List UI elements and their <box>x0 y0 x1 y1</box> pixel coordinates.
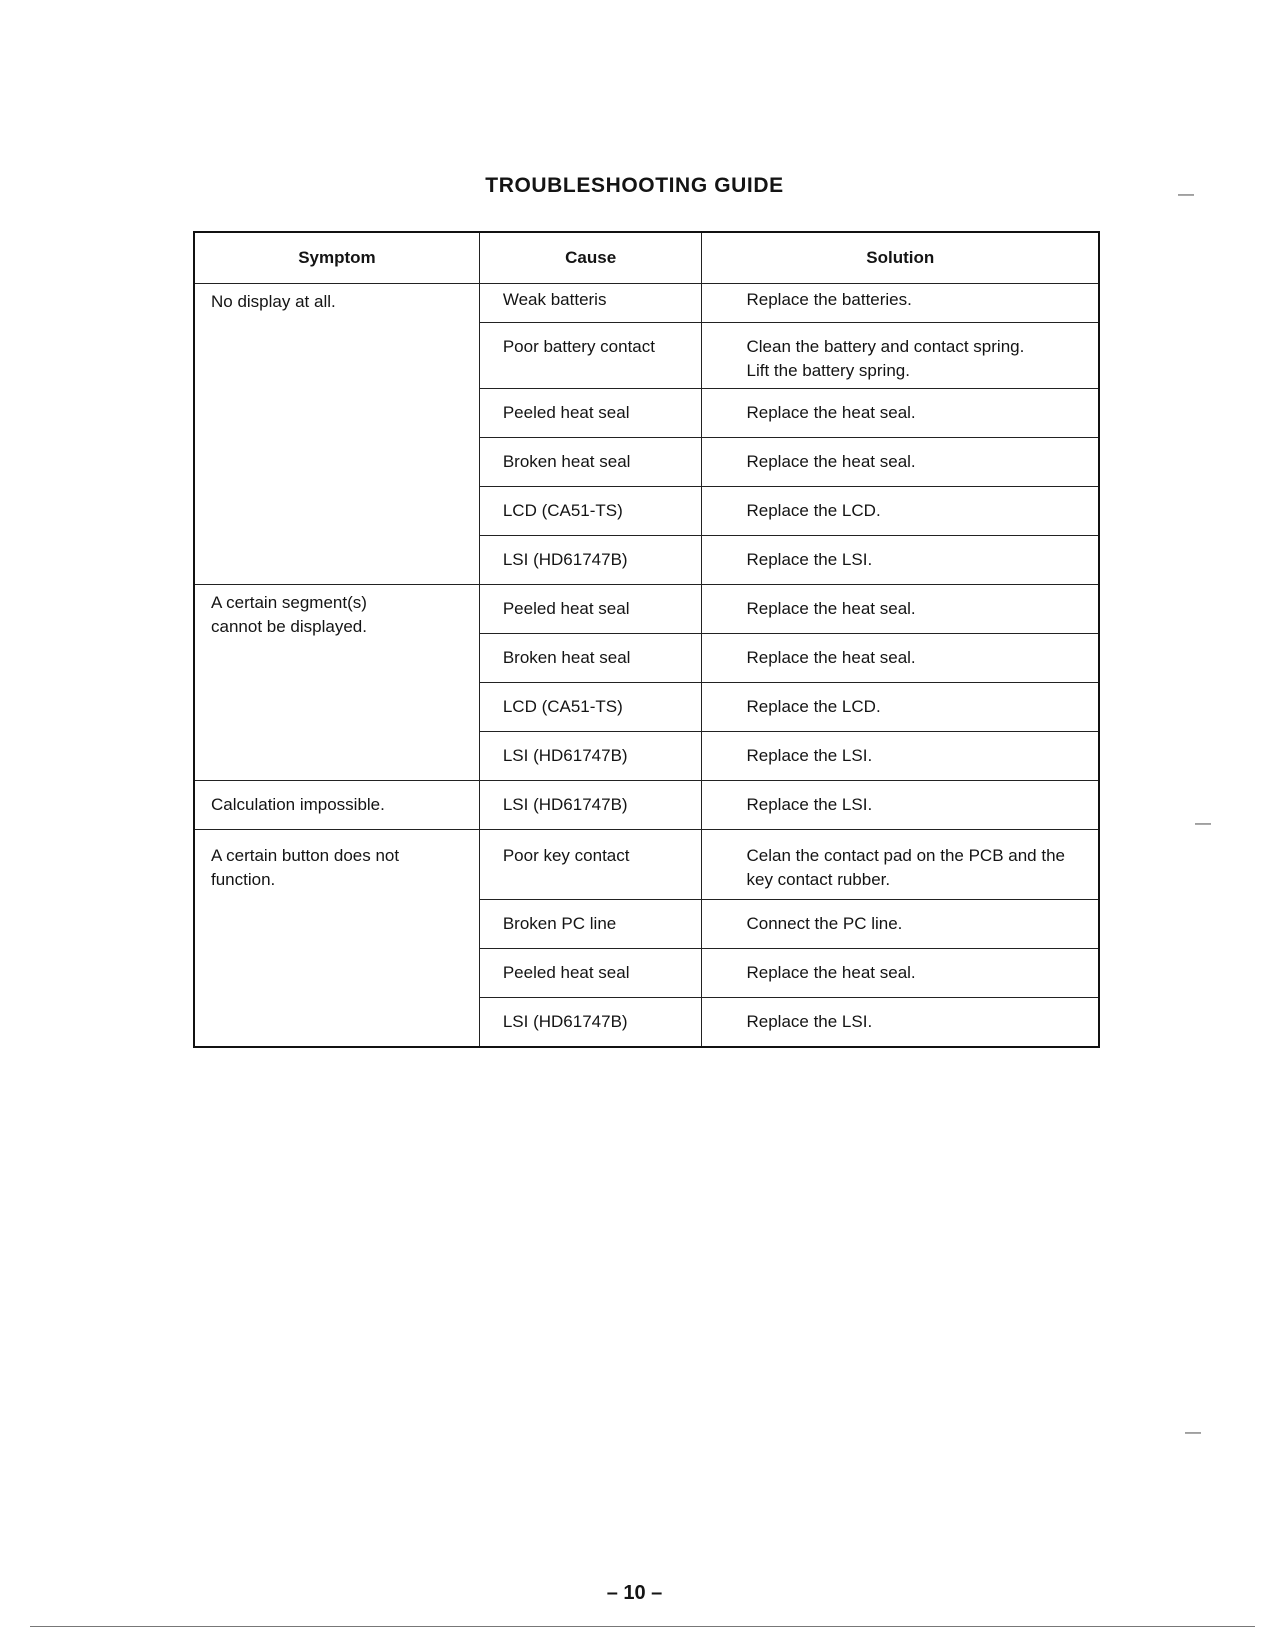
symptom-text: Calculation impossible. <box>211 795 385 814</box>
cause-cell: Poor battery contact <box>479 323 702 389</box>
table-row <box>194 830 1099 900</box>
page-title: TROUBLESHOOTING GUIDE <box>485 174 784 197</box>
cause-cell: Broken PC line <box>479 900 702 949</box>
column-header-symptom: Symptom <box>194 232 479 284</box>
column-header-cause: Cause <box>479 232 702 284</box>
cause-cell: LSI (HD61747B) <box>479 781 702 830</box>
solution-cell: Replace the LSI. <box>702 998 1099 1048</box>
solution-text: Clean the battery and contact spring. <box>746 337 1025 356</box>
solution-text: Celan the contact pad on the PCB and the <box>746 846 1065 865</box>
symptom-cell <box>194 284 479 585</box>
solution-cell: Connect the PC line. <box>702 900 1099 949</box>
solution-cell: Replace the LCD. <box>702 683 1099 732</box>
solution-text: key contact rubber. <box>746 870 891 889</box>
solution-text: Lift the battery spring. <box>746 361 910 380</box>
symptom-cell <box>194 781 479 830</box>
cause-cell: Peeled heat seal <box>479 949 702 998</box>
cause-cell: Broken heat seal <box>479 634 702 683</box>
symptom-cell <box>194 585 479 781</box>
symptom-cell <box>194 830 479 1048</box>
column-header-solution: Solution <box>702 232 1099 284</box>
table-row <box>194 284 1099 323</box>
symptom-text: A certain button does not <box>211 846 400 865</box>
solution-cell: Replace the LSI. <box>702 536 1099 585</box>
solution-cell <box>702 323 1099 389</box>
troubleshooting-table <box>193 231 1100 1048</box>
solution-cell: Replace the heat seal. <box>702 585 1099 634</box>
solution-cell <box>702 284 1099 323</box>
page-number: – 10 – <box>606 1582 663 1604</box>
table-header-row <box>194 232 1099 284</box>
symptom-text: function. <box>211 870 276 889</box>
solution-cell: Replace the heat seal. <box>702 949 1099 998</box>
solution-cell: Replace the heat seal. <box>702 634 1099 683</box>
solution-cell: Replace the heat seal. <box>702 438 1099 487</box>
solution-cell: Replace the LSI. <box>702 732 1099 781</box>
cause-cell: Peeled heat seal <box>479 389 702 438</box>
cause-cell: LSI (HD61747B) <box>479 732 702 781</box>
table-row <box>194 585 1099 634</box>
solution-cell: Replace the heat seal. <box>702 389 1099 438</box>
solution-cell: Replace the LSI. <box>702 781 1099 830</box>
cause-cell: LCD (CA51-TS) <box>479 487 702 536</box>
cause-cell: LSI (HD61747B) <box>479 536 702 585</box>
scan-mark-decoration: — <box>1185 1424 1201 1441</box>
solution-cell <box>702 830 1099 900</box>
bottom-divider <box>30 1626 1255 1627</box>
symptom-text: A certain segment(s) <box>211 593 367 612</box>
cause-cell: LCD (CA51-TS) <box>479 683 702 732</box>
cause-cell: Weak batteris <box>479 284 702 323</box>
solution-text: Replace the batteries. <box>746 290 912 309</box>
scan-mark-decoration: — <box>1195 815 1211 832</box>
symptom-text: cannot be displayed. <box>211 617 367 636</box>
solution-cell: Replace the LCD. <box>702 487 1099 536</box>
cause-cell: Broken heat seal <box>479 438 702 487</box>
symptom-text: No display at all. <box>211 292 336 311</box>
cause-cell: Poor key contact <box>479 830 702 900</box>
scan-mark-decoration: — <box>1178 186 1194 203</box>
cause-cell: Peeled heat seal <box>479 585 702 634</box>
cause-cell: LSI (HD61747B) <box>479 998 702 1048</box>
table-row <box>194 781 1099 830</box>
